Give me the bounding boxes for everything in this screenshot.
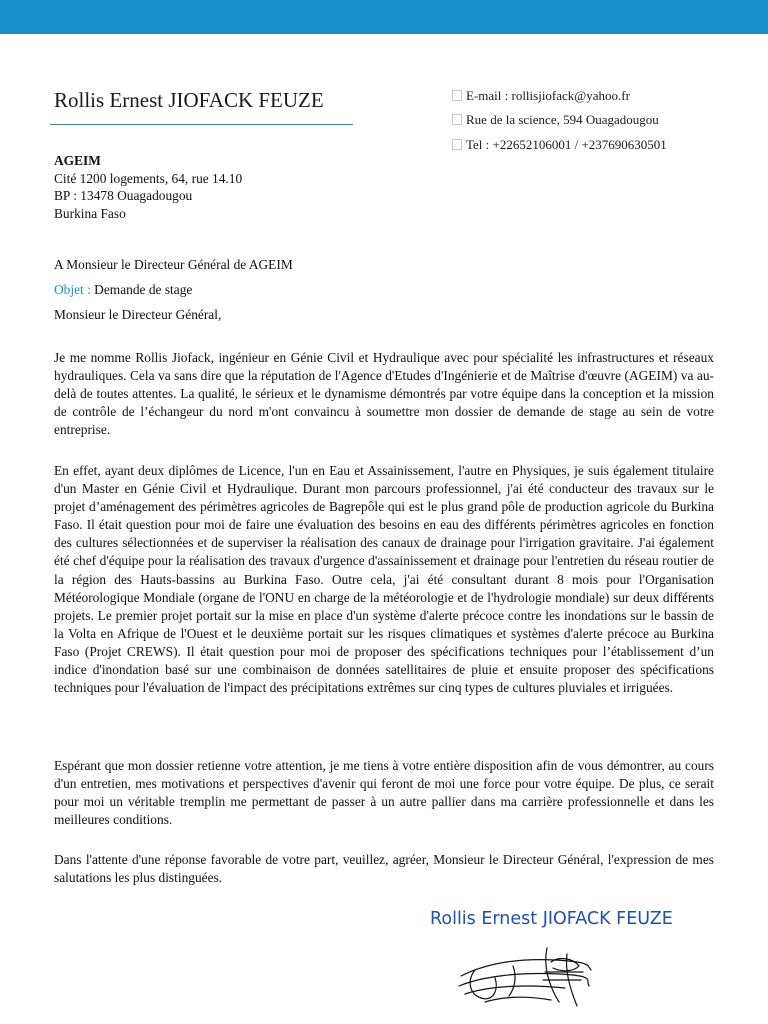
- signature-name: Rollis Ernest JIOFACK FEUZE: [430, 909, 673, 929]
- paragraph-intro: Je me nomme Rollis Jiofack, ingénieur en Génie Civil et Hydraulique avec pour spécialité les infrastructures et réseaux hydrauliques. Cela va sans dire que la réputation de l'Agence d'Etudes d'Ingénierie et de Maîtrise d'œuvre (AGEIM) va au-delà de toutes attentes. La qualité, le sérieux et le dynamisme démontrés par votre équipe dans la conception et la mission de contrôle de l’échangeur du nord m'ont convaincu à soumettre mon dossier de demande de stage au sein de votre entreprise.: [54, 350, 714, 438]
- email-icon: [452, 90, 462, 101]
- paragraph-experience: En effet, ayant deux diplômes de Licence, l'un en Eau et Assainissement, l'autre en Physiques, je suis également titulaire d'un Master en Génie Civil et Hydraulique. Durant mon parcours professionnel, j'ai été conducteur des travaux sur le projet d’aménagement des périmètres agricoles de Bagrepôle qui est le plus grand pôle de production agricole du Burkina Faso. Il était question pour moi de faire une évaluation des besoins en eau des différents périmètres agricoles en fonction des cultures sélectionnées et de superviser la réalisation des canaux de drainage pour l'irrigation gravitaire. J'ai également été chef d'équipe pour la réalisation des travaux d'urgence d'assainissement et drainage pour l'entretien du réseau routier de la région des Hauts-bassins au Burkina Faso. Outre cela, j'ai été consultant durant 8 mois pour l'Organisation Météorologique Mondiale (organe de l'ONU en charge de la météorologie et de l'hydrologie mondiale) sur deux différents projets. Le premier projet portait sur la mise en place d'un système d'alerte précoce contre les inondations sur le bassin de la Volta en Afrique de l'Ouest et le deuxième portait sur les risques climatiques et systèmes d'alerte précoce au Burkina Faso (Projet CREWS). Il était question pour moi de proposer des spécifications techniques pour l’établissement d’un indice d'inondation basé sur une combinaison de données satellitaires de pluie et ensuite proposer des spécifications techniques pour l'évaluation de l'impact des précipitations extrêmes sur cinq types de cultures pluviales et irriguées.: [54, 463, 714, 696]
- recipient-line-2: BP : 13478 Ouagadougou: [54, 188, 193, 203]
- recipient-line-3: Burkina Faso: [54, 205, 126, 221]
- address-icon: [452, 114, 462, 125]
- header-bar: [0, 0, 768, 34]
- contact-email-text: E-mail : rollisjiofack@yahoo.fr: [466, 88, 630, 103]
- objet-text: Demande de stage: [90, 282, 193, 297]
- paragraph-closing: Dans l'attente d'une réponse favorable de votre part, veuillez, agréer, Monsieur le Directeur Général, l'expression de mes salutations les plus distinguées.: [54, 852, 714, 886]
- salutation: Monsieur le Directeur Général,: [54, 307, 222, 322]
- recipient-line-1: Cité 1200 logements, 64, rue 14.10: [54, 170, 243, 186]
- sender-name: Rollis Ernest JIOFACK FEUZE: [54, 88, 324, 112]
- contact-address-text: Rue de la science, 594 Ouagadougou: [466, 112, 659, 127]
- phone-icon: [452, 139, 462, 150]
- contact-phone: [452, 137, 667, 153]
- handwritten-signature: [455, 936, 595, 1010]
- contact-phone-text: Tel : +22652106001 / +237690630501: [466, 137, 667, 152]
- name-divider: [50, 124, 353, 125]
- contact-email: [452, 88, 630, 104]
- recipient-org: AGEIM: [54, 153, 101, 168]
- addressee-line: A Monsieur le Directeur Général de AGEIM: [54, 257, 293, 272]
- contact-address: [452, 112, 659, 128]
- recipient-address: [54, 152, 242, 222]
- paragraph-motivation: Espérant que mon dossier retienne votre attention, je me tiens à votre entière disposition afin de vous démontrer, au cours d'un entretien, mes motivations et perspectives d'avenir qui feront de moi une force pour votre équipe. De plus, ce serait pour moi un véritable tremplin me permettant de passer à un autre pallier dans ma carrière professionnelle et dans les meilleures conditions.: [54, 758, 714, 828]
- objet-line: [54, 282, 192, 298]
- objet-label: Objet :: [54, 282, 91, 297]
